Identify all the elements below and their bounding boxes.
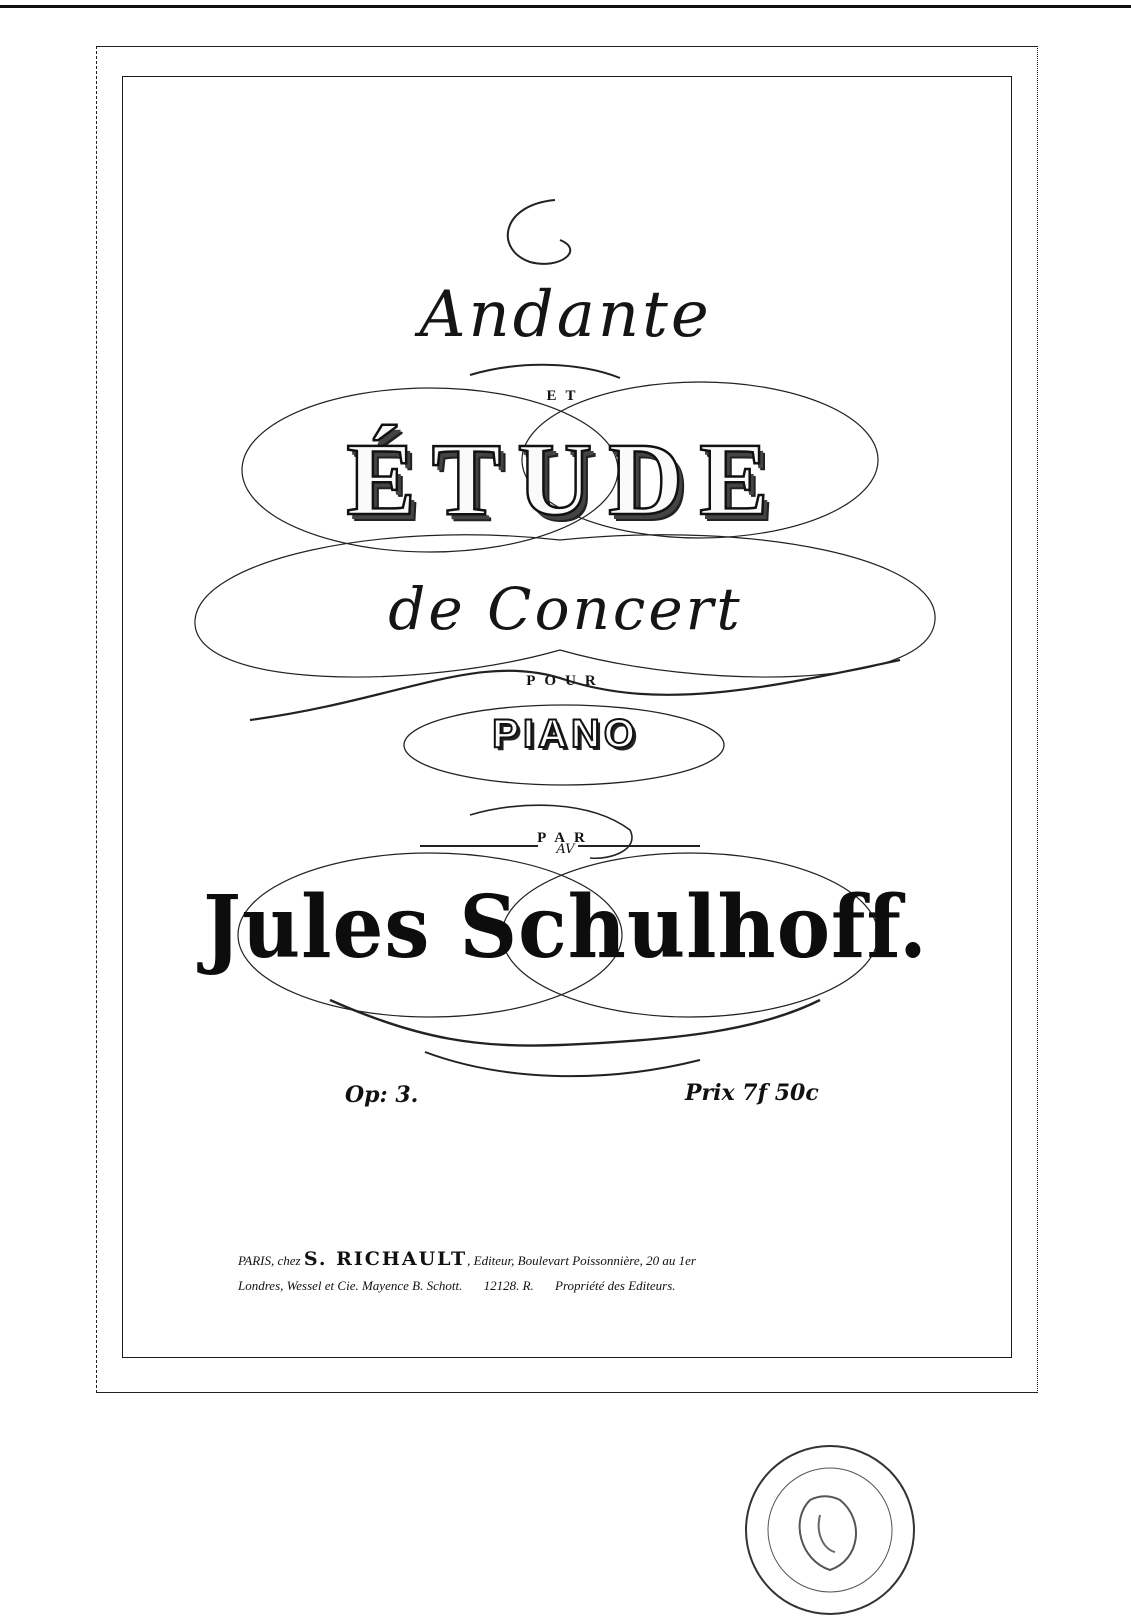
lower-swash-2 [425,1052,700,1076]
price: Prix 7f 50c [685,1080,819,1106]
title-andante: Andante [419,278,712,352]
co-publishers: Londres, Wessel et Cie. Mayence B. Schott. [238,1278,463,1293]
concert-swash-low [250,660,900,720]
ornament-mark: AV [556,842,575,857]
imprint-line-1 [238,1248,898,1270]
title-et: ET [546,388,585,404]
top-swash [508,200,570,264]
lower-swash-1 [330,1000,820,1046]
andante-underline [470,365,620,378]
composer-name: Jules Schulhoff. [203,876,928,978]
plate-number: 12128. R. [483,1278,534,1293]
title-pour: POUR [526,673,605,689]
ornament-mark-wrap [0,838,1131,857]
library-stamp [740,1440,920,1620]
publisher-name: S. RICHAULT [303,1248,468,1270]
title-piano: PIANO [492,712,639,756]
title-par: PAR [537,830,594,846]
publisher-address: , Editeur, Boulevart Poissonnière, 20 au 1er [467,1253,696,1268]
title-etude: ÉTUDE [346,422,785,537]
imprint-line-2 [238,1278,898,1294]
title-de-concert: de Concert [388,575,743,643]
imprint-city: PARIS, chez [238,1253,301,1268]
opus-number: Op: 3. [345,1082,419,1108]
rights-notice: Propriété des Editeurs. [555,1278,676,1293]
